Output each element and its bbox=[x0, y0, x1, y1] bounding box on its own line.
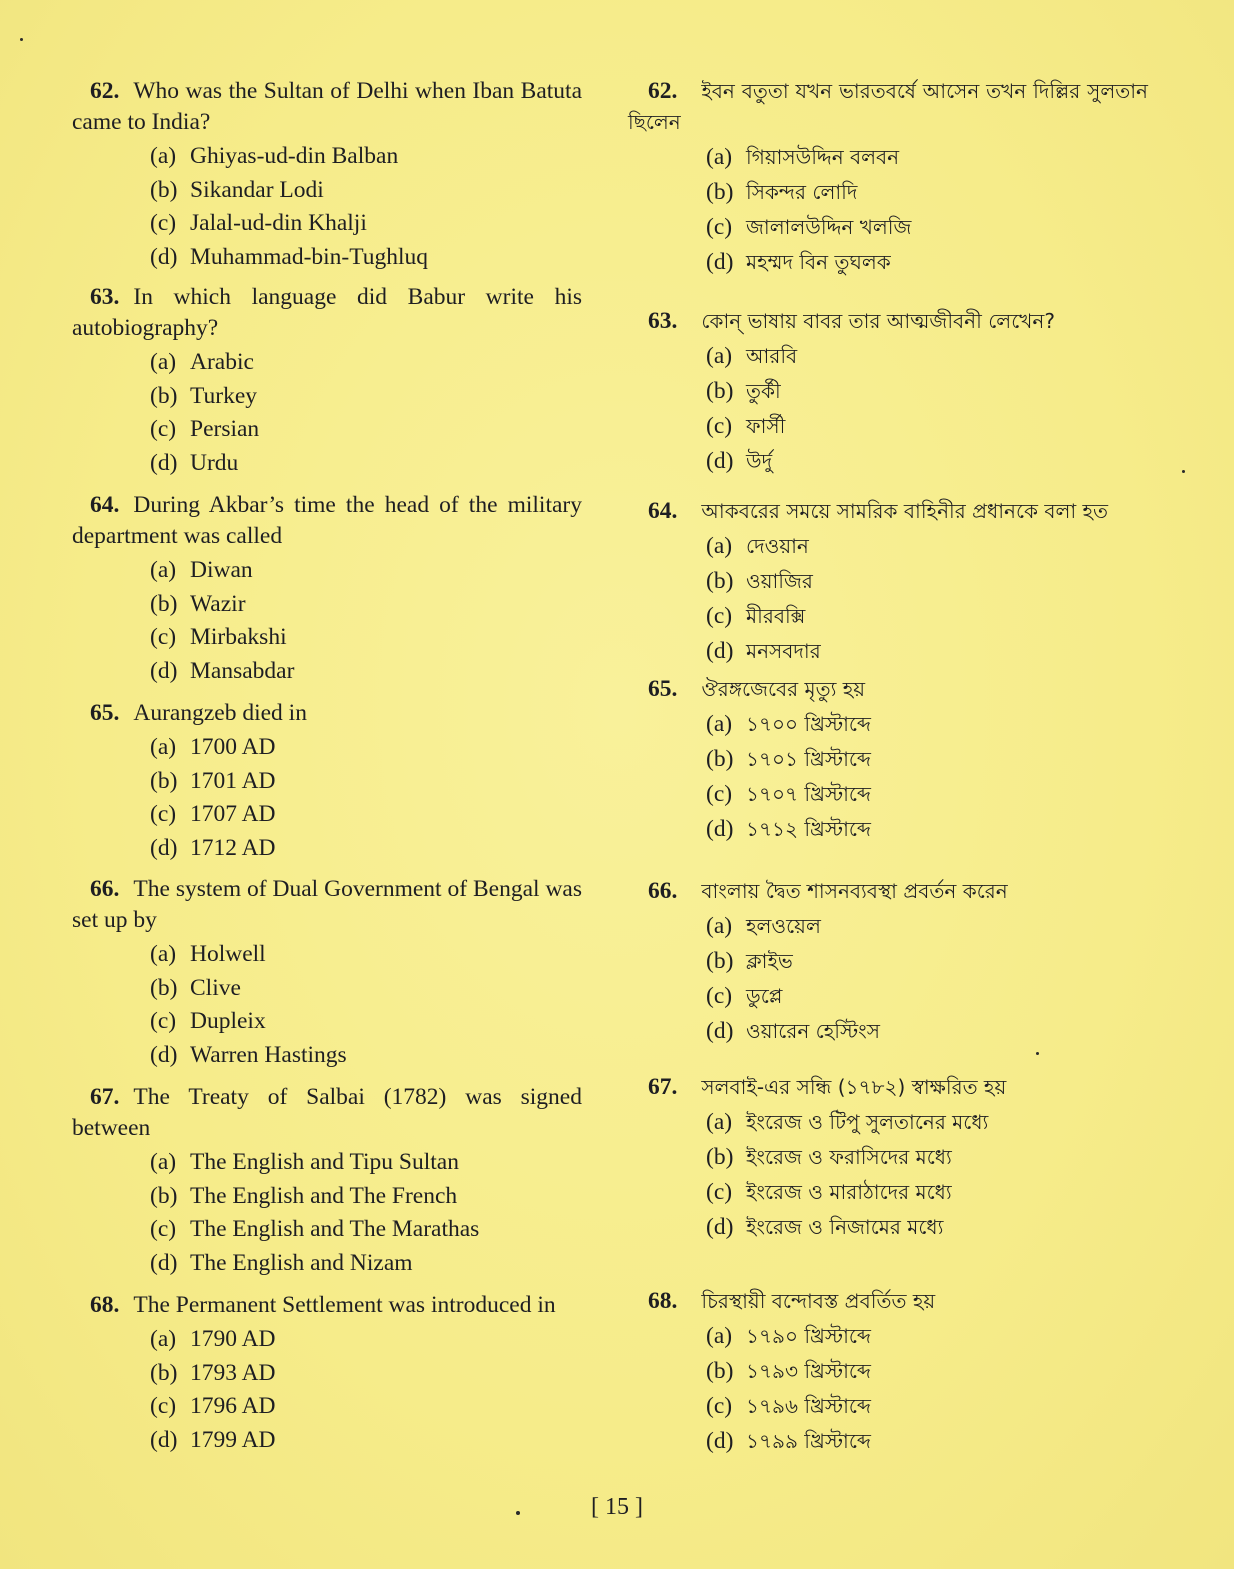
options-list bbox=[628, 909, 1148, 1049]
option-a: (a) 1790 AD bbox=[150, 1326, 276, 1352]
option-b: (b) 1701 AD bbox=[150, 767, 276, 794]
option-b: (b) Clive bbox=[150, 974, 241, 1001]
option-c: (c) Persian bbox=[150, 416, 260, 442]
option-c: (c) জালালউদ্দিন খলজি bbox=[706, 214, 912, 240]
option-a: (a) আরবি bbox=[706, 343, 798, 369]
options-list bbox=[628, 707, 1148, 847]
question-text: কোন্ ভাষায় বাবর তার আত্মজীবনী লেখেন? bbox=[701, 309, 1055, 333]
question-68-bn bbox=[628, 1286, 1148, 1459]
option-b: (b) ওয়াজির bbox=[706, 568, 813, 594]
option-a: (a) Diwan bbox=[150, 557, 253, 583]
option-c: (c) ফার্সী bbox=[706, 413, 786, 439]
option-a: (a) দেওয়ান bbox=[706, 533, 809, 559]
scan-speck bbox=[1182, 470, 1185, 473]
question-number: 68. bbox=[648, 1288, 678, 1314]
question-text: During Akbar’s time the head of the military department was called bbox=[72, 492, 582, 549]
question-63-bn bbox=[628, 306, 1148, 479]
question-text: The Permanent Settlement was introduced in bbox=[133, 1292, 556, 1318]
question-63-en bbox=[72, 282, 582, 480]
options-list bbox=[72, 731, 582, 865]
options-list bbox=[72, 140, 582, 274]
question-text: In which language did Babur write his autobiography? bbox=[72, 284, 582, 341]
option-d: (d) 1712 AD bbox=[150, 834, 276, 861]
question-number: 64. bbox=[90, 492, 120, 518]
option-d: (d) Warren Hastings bbox=[150, 1041, 347, 1068]
option-d: (d) 1799 AD bbox=[150, 1426, 276, 1453]
option-b: (b) তুর্কী bbox=[706, 378, 781, 404]
question-66-en bbox=[72, 874, 582, 1072]
question-64-en bbox=[72, 490, 582, 688]
question-number: 64. bbox=[648, 498, 678, 524]
option-a: (a) The English and Tipu Sultan bbox=[150, 1149, 459, 1175]
option-a: (a) ১৭০০ খ্রিস্টাব্দে bbox=[706, 711, 871, 737]
option-d: (d) Urdu bbox=[150, 449, 239, 476]
option-a: (a) ১৭৯০ খ্রিস্টাব্দে bbox=[706, 1323, 871, 1349]
scan-speck bbox=[1036, 1052, 1039, 1055]
option-c: (c) 1707 AD bbox=[150, 801, 276, 827]
option-c: (c) ১৭০৭ খ্রিস্টাব্দে bbox=[706, 781, 871, 807]
option-d: (d) ১৭১২ খ্রিস্টাব্দে bbox=[706, 816, 871, 842]
option-c: (c) 1796 AD bbox=[150, 1393, 276, 1419]
option-d: (d) Mansabdar bbox=[150, 657, 295, 684]
options-list bbox=[72, 346, 582, 480]
option-c: (c) ১৭৯৬ খ্রিস্টাব্দে bbox=[706, 1393, 871, 1419]
option-d: (d) ওয়ারেন হেস্টিংস bbox=[706, 1018, 880, 1044]
question-68-en bbox=[72, 1290, 582, 1457]
option-a: (a) Ghiyas-ud-din Balban bbox=[150, 143, 399, 169]
option-d: (d) উর্দু bbox=[706, 448, 773, 474]
options-list bbox=[72, 1146, 582, 1280]
option-a: (a) গিয়াসউদ্দিন বলবন bbox=[706, 144, 900, 170]
option-c: (c) Jalal-ud-din Khalji bbox=[150, 210, 367, 236]
question-64-bn bbox=[628, 496, 1148, 669]
question-number: 62. bbox=[648, 78, 678, 104]
question-text: Aurangzeb died in bbox=[133, 700, 307, 726]
options-list bbox=[628, 140, 1148, 280]
option-d: (d) The English and Nizam bbox=[150, 1249, 413, 1276]
question-number: 67. bbox=[648, 1074, 678, 1100]
question-number: 62. bbox=[90, 78, 120, 104]
option-c: (c) ডুপ্লে bbox=[706, 983, 783, 1009]
question-number: 65. bbox=[648, 676, 678, 702]
option-a: (a) Arabic bbox=[150, 349, 254, 375]
option-b: (b) সিকন্দর লোদি bbox=[706, 179, 858, 205]
question-text: The system of Dual Government of Bengal was set up by bbox=[72, 876, 582, 933]
option-b: (b) The English and The French bbox=[150, 1182, 458, 1209]
scan-speck bbox=[20, 38, 23, 41]
question-67-en bbox=[72, 1082, 582, 1280]
question-number: 63. bbox=[648, 308, 678, 334]
option-d: (d) ইংরেজ ও নিজামের মধ্যে bbox=[706, 1214, 944, 1240]
option-c: (c) মীরবক্সি bbox=[706, 603, 806, 629]
option-b: (b) Turkey bbox=[150, 382, 258, 409]
question-text: বাংলায় দ্বৈত শাসনব্যবস্থা প্রবর্তন করেন bbox=[701, 879, 1008, 903]
option-b: (b) 1793 AD bbox=[150, 1359, 276, 1386]
question-65-bn bbox=[628, 674, 1148, 847]
option-b: (b) Wazir bbox=[150, 590, 246, 617]
question-67-bn bbox=[628, 1072, 1148, 1245]
option-b: (b) ক্লাইভ bbox=[706, 948, 793, 974]
option-c: (c) The English and The Marathas bbox=[150, 1216, 480, 1242]
options-list bbox=[72, 938, 582, 1072]
question-number: 65. bbox=[90, 700, 120, 726]
question-text: সলবাই-এর সন্ধি (১৭৮২) স্বাক্ষরিত হয় bbox=[701, 1075, 1007, 1099]
question-text: Who was the Sultan of Delhi when Iban Batuta came to India? bbox=[72, 78, 582, 135]
question-text: চিরস্থায়ী বন্দোবস্ত প্রবর্তিত হয় bbox=[701, 1289, 936, 1313]
options-list bbox=[628, 1319, 1148, 1459]
option-a: (a) হলওয়েল bbox=[706, 913, 821, 939]
option-b: (b) ইংরেজ ও ফরাসিদের মধ্যে bbox=[706, 1144, 952, 1170]
question-number: 66. bbox=[90, 876, 120, 902]
question-number: 66. bbox=[648, 878, 678, 904]
question-62-bn bbox=[628, 76, 1148, 280]
option-b: (b) ১৭৯৩ খ্রিস্টাব্দে bbox=[706, 1358, 871, 1384]
options-list bbox=[72, 554, 582, 688]
option-d: (d) Muhammad-bin-Tughluq bbox=[150, 243, 429, 270]
option-d: (d) মনসবদার bbox=[706, 638, 821, 664]
question-66-bn bbox=[628, 876, 1148, 1049]
option-c: (c) ইংরেজ ও মারাঠাদের মধ্যে bbox=[706, 1179, 952, 1205]
question-text: ঔরঙ্গজেবের মৃত্যু হয় bbox=[701, 677, 866, 701]
options-list bbox=[628, 529, 1148, 669]
question-number: 68. bbox=[90, 1292, 120, 1318]
question-text: The Treaty of Salbai (1782) was signed between bbox=[72, 1084, 582, 1141]
option-a: (a) ইংরেজ ও টিপু সুলতানের মধ্যে bbox=[706, 1109, 989, 1135]
question-number: 63. bbox=[90, 284, 120, 310]
option-d: (d) ১৭৯৯ খ্রিস্টাব্দে bbox=[706, 1428, 871, 1454]
options-list bbox=[628, 339, 1148, 479]
option-b: (b) Sikandar Lodi bbox=[150, 176, 324, 203]
question-text: ইবন বতুতা যখন ভারতবর্ষে আসেন তখন দিল্লির সুলতান ছিলেন bbox=[628, 79, 1148, 134]
question-62-en bbox=[72, 76, 582, 274]
option-d: (d) মহম্মদ বিন তুঘলক bbox=[706, 249, 891, 275]
option-b: (b) ১৭০১ খ্রিস্টাব্দে bbox=[706, 746, 871, 772]
option-c: (c) Mirbakshi bbox=[150, 624, 287, 650]
options-list bbox=[628, 1105, 1148, 1245]
options-list bbox=[72, 1323, 582, 1457]
question-text: আকবরের সময়ে সামরিক বাহিনীর প্রধানকে বলা হত bbox=[701, 499, 1109, 523]
page-number: [ 15 ] bbox=[591, 1494, 643, 1520]
option-c: (c) Dupleix bbox=[150, 1008, 266, 1034]
question-65-en bbox=[72, 698, 582, 865]
option-a: (a) 1700 AD bbox=[150, 734, 276, 760]
option-a: (a) Holwell bbox=[150, 941, 266, 967]
question-number: 67. bbox=[90, 1084, 120, 1110]
